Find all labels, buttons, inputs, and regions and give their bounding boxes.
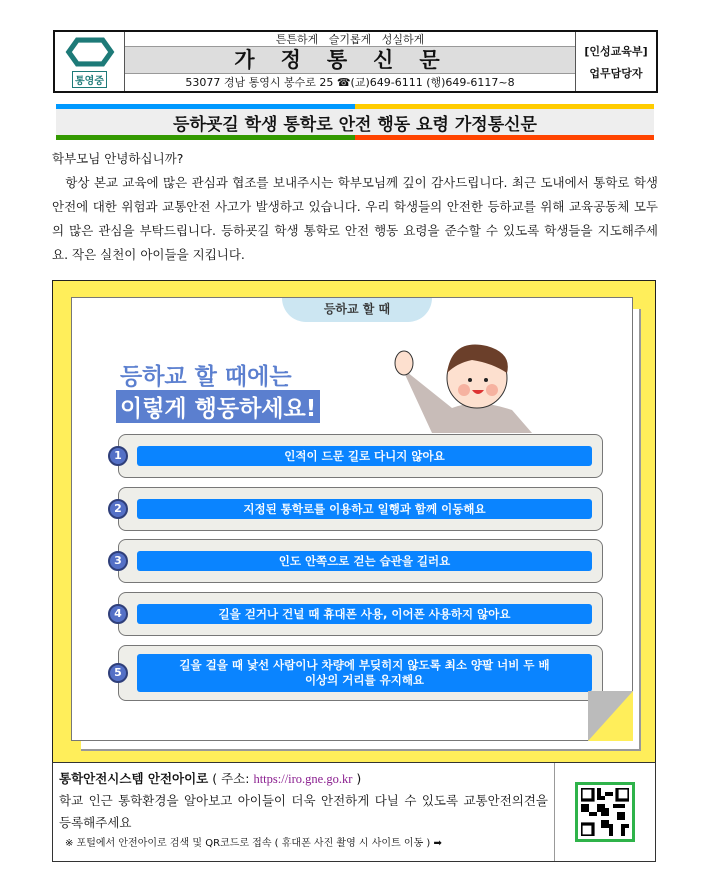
address-label: ( 주소: bbox=[212, 771, 254, 786]
list-item bbox=[114, 434, 603, 478]
folded-corner bbox=[588, 691, 633, 741]
poster-tag: 등하교 할 때 bbox=[282, 298, 432, 322]
school-motto: 튼튼하게 슬기롭게 성실하게 bbox=[125, 32, 575, 47]
newsletter-header bbox=[53, 30, 658, 93]
school-emblem-icon bbox=[61, 35, 119, 69]
number-badge: 1 bbox=[108, 446, 128, 466]
school-logo bbox=[55, 32, 125, 91]
poster-heading-1: 등하교 할 때에는 bbox=[120, 364, 292, 390]
qr-code-icon bbox=[581, 788, 629, 836]
list-item bbox=[114, 539, 603, 583]
page-title: 가정통신문 bbox=[125, 47, 575, 74]
department: [인성교육부] bbox=[584, 44, 648, 58]
number-badge: 5 bbox=[108, 663, 128, 683]
body-text: 항상 본교 교육에 많은 관심과 협조를 보내주시는 학부모님께 깊이 감사드립니다. 최근 도내에서 통학로 학생 안전에 대한 위험과 교통안전 사고가 발생하고 있습니다. 우리 학생들의 안전한 등하교를 위해 교육공동체 모두의 많은 관심을 부탁드립니다. 등하굣길 학생 통학로 안전 행동 요령을 준수할 수 있도록 학생들을 지도해주세요. 작은 실천이 아이들을 지킵니다. bbox=[52, 175, 662, 262]
greeting: 학부모님 안녕하십니까? bbox=[52, 151, 184, 166]
poster-heading-2: 이렇게 행동하세요! bbox=[116, 390, 320, 423]
poster-card bbox=[71, 297, 633, 741]
banner-title: 등하굣길 학생 통학로 안전 행동 요령 가정통신문 bbox=[173, 115, 537, 135]
list-item bbox=[114, 487, 603, 531]
list-item bbox=[114, 645, 603, 701]
item-text: 길을 걸을 때 낯선 사람이나 차량에 부딪히지 않도록 최소 양팔 너비 두 배 이상의 거리를 유지해요 bbox=[137, 654, 592, 692]
list-item bbox=[114, 592, 603, 636]
waving-child-illustration bbox=[392, 338, 532, 438]
qr-code[interactable] bbox=[575, 782, 635, 842]
item-text: 길을 걷거나 건널 때 휴대폰 사용, 이어폰 사용하지 않아요 bbox=[137, 604, 592, 624]
system-url-link[interactable]: https://iro.gne.go.kr bbox=[253, 772, 353, 786]
school-address: 53077 경남 통영시 봉수로 25 ☎(교)649-6111 (행)649-6117~8 bbox=[185, 76, 515, 89]
number-badge: 2 bbox=[108, 499, 128, 519]
system-description: 학교 인근 통학환경을 알아보고 아이들이 더욱 안전하게 다닐 수 있도록 교통안전의견을 등록해주세요 bbox=[59, 793, 548, 830]
poster-frame bbox=[52, 280, 656, 763]
item-text: 인도 안쪽으로 걷는 습관을 길러요 bbox=[137, 551, 592, 571]
number-badge: 3 bbox=[108, 551, 128, 571]
item-text: 지정된 통학로를 이용하고 일행과 함께 이동해요 bbox=[137, 499, 592, 519]
number-badge: 4 bbox=[108, 604, 128, 624]
title-banner bbox=[56, 104, 654, 140]
system-name: 통학안전시스템 안전아이로 bbox=[59, 771, 209, 786]
address-close: ) bbox=[352, 771, 362, 786]
safety-system-info bbox=[52, 762, 656, 862]
access-note: ※ 포털에서 안전아이로 검색 및 QR코드로 접속 ( 휴대폰 사진 촬영 시 사이트 이동 ) ➡ bbox=[65, 838, 442, 849]
person-in-charge: 업무담당자 bbox=[589, 66, 643, 80]
logo-text: 통영중 bbox=[72, 71, 107, 88]
item-text: 인적이 드문 길로 다니지 않아요 bbox=[137, 446, 592, 466]
